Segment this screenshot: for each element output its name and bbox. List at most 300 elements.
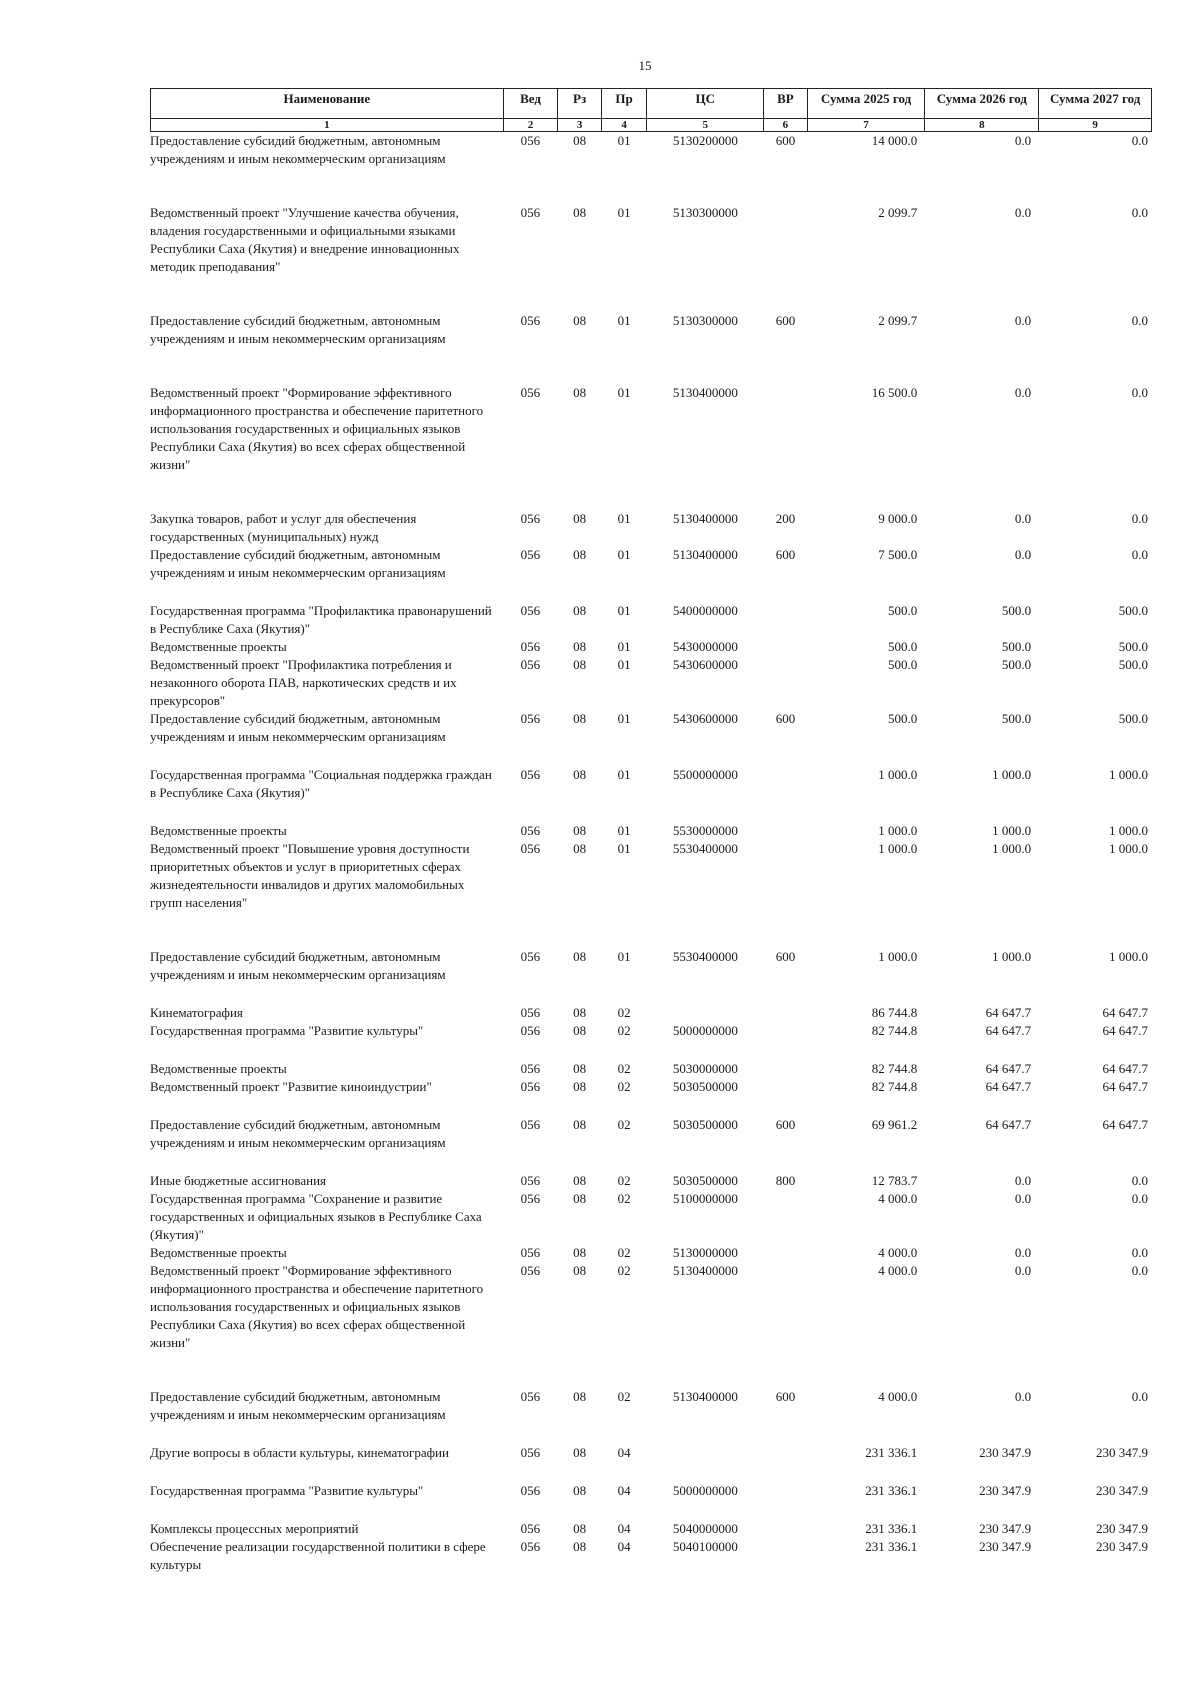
row-sum-2025: 500.0 bbox=[888, 657, 918, 672]
table-header bbox=[150, 88, 1152, 132]
col-number: 6 bbox=[764, 119, 807, 132]
row-vr bbox=[764, 1262, 807, 1388]
row-sum-2026: 0.0 bbox=[1014, 313, 1032, 328]
col-header-ved: Вед bbox=[503, 89, 558, 119]
row-vr bbox=[764, 766, 807, 822]
col-number: 5 bbox=[647, 119, 764, 132]
col-header-vr: ВР bbox=[764, 89, 807, 119]
col-number: 7 bbox=[807, 119, 925, 132]
row-sum-2026: 500.0 bbox=[1001, 657, 1032, 672]
row-rz: 08 bbox=[573, 603, 587, 618]
table-row bbox=[150, 1262, 1152, 1388]
table-row bbox=[150, 546, 1152, 602]
col-number: 8 bbox=[925, 119, 1039, 132]
col-number: 3 bbox=[558, 119, 601, 132]
row-rz: 08 bbox=[573, 1191, 587, 1206]
row-name: Ведомственный проект "Формирование эффективного информационного пространства и обеспечение паритетного использования государственных и официальных языков Республики Саха (Якутия) во всех сферах общественной жизни" bbox=[150, 385, 484, 472]
row-rz: 08 bbox=[573, 1263, 587, 1278]
table-row bbox=[150, 1444, 1152, 1482]
table-row bbox=[150, 1190, 1152, 1244]
row-pr: 02 bbox=[617, 1023, 631, 1038]
row-name: Предоставление субсидий бюджетным, автономным учреждениям и иным некоммерческим организациям bbox=[150, 313, 446, 346]
row-sum-2027: 64 647.7 bbox=[1102, 1117, 1148, 1132]
table-row bbox=[150, 204, 1152, 312]
row-ved: 056 bbox=[520, 1483, 541, 1498]
row-name: Государственная программа "Развитие культуры" bbox=[150, 1483, 424, 1498]
row-rz: 08 bbox=[573, 1389, 587, 1404]
row-cs: 5130000000 bbox=[672, 1245, 738, 1260]
row-ved: 056 bbox=[520, 1245, 541, 1260]
row-sum-2025: 1 000.0 bbox=[878, 949, 918, 964]
row-rz: 08 bbox=[573, 841, 587, 856]
table-row bbox=[150, 1172, 1152, 1190]
row-sum-2027: 230 347.9 bbox=[1096, 1539, 1148, 1554]
row-sum-2027: 1 000.0 bbox=[1109, 767, 1148, 782]
row-pr: 01 bbox=[617, 313, 631, 328]
row-ved: 056 bbox=[520, 511, 541, 526]
row-ved: 056 bbox=[520, 767, 541, 782]
row-pr: 01 bbox=[617, 823, 631, 838]
row-sum-2025: 82 744.8 bbox=[871, 1079, 918, 1094]
row-pr: 01 bbox=[617, 205, 631, 220]
row-sum-2026: 64 647.7 bbox=[985, 1079, 1032, 1094]
row-cs: 5430600000 bbox=[672, 711, 738, 726]
row-vr bbox=[764, 1538, 807, 1574]
row-pr: 01 bbox=[617, 511, 631, 526]
row-ved: 056 bbox=[520, 1263, 541, 1278]
row-cs: 5130400000 bbox=[672, 547, 738, 562]
row-pr: 01 bbox=[617, 949, 631, 964]
row-name: Предоставление субсидий бюджетным, автономным учреждениям и иным некоммерческим организациям bbox=[150, 547, 446, 580]
row-ved: 056 bbox=[520, 313, 541, 328]
row-sum-2026: 64 647.7 bbox=[985, 1005, 1032, 1020]
row-rz: 08 bbox=[573, 767, 587, 782]
row-ved: 056 bbox=[520, 711, 541, 726]
row-vr bbox=[764, 656, 807, 710]
row-ved: 056 bbox=[520, 949, 541, 964]
row-sum-2025: 9 000.0 bbox=[878, 511, 918, 526]
row-cs: 5000000000 bbox=[672, 1483, 738, 1498]
row-ved: 056 bbox=[520, 133, 541, 148]
row-rz: 08 bbox=[573, 1483, 587, 1498]
row-pr: 04 bbox=[617, 1521, 631, 1536]
row-vr: 600 bbox=[775, 711, 796, 726]
col-number: 2 bbox=[503, 119, 558, 132]
row-sum-2025: 2 099.7 bbox=[878, 205, 918, 220]
row-sum-2027: 230 347.9 bbox=[1096, 1445, 1148, 1460]
row-sum-2026: 64 647.7 bbox=[985, 1061, 1032, 1076]
col-number: 4 bbox=[601, 119, 647, 132]
col-header-pr: Пр bbox=[601, 89, 647, 119]
row-cs: 5030500000 bbox=[672, 1173, 738, 1188]
row-sum-2027: 1 000.0 bbox=[1109, 949, 1148, 964]
row-name: Ведомственный проект "Развитие киноиндустрии" bbox=[150, 1079, 432, 1094]
row-cs: 5530400000 bbox=[672, 841, 738, 856]
row-ved: 056 bbox=[520, 1539, 541, 1554]
row-name: Ведомственный проект "Профилактика потребления и незаконного оборота ПАВ, наркотических средств и их прекурсоров" bbox=[150, 657, 457, 708]
row-cs: 5530000000 bbox=[672, 823, 738, 838]
row-sum-2025: 231 336.1 bbox=[865, 1539, 918, 1554]
row-ved: 056 bbox=[520, 1061, 541, 1076]
row-rz: 08 bbox=[573, 1539, 587, 1554]
row-name: Ведомственные проекты bbox=[150, 1245, 287, 1260]
row-rz: 08 bbox=[573, 1117, 587, 1132]
row-sum-2026: 0.0 bbox=[1014, 385, 1032, 400]
row-sum-2025: 1 000.0 bbox=[878, 767, 918, 782]
row-vr bbox=[764, 1244, 807, 1262]
row-pr: 01 bbox=[617, 841, 631, 856]
row-cs: 5430000000 bbox=[672, 639, 738, 654]
row-rz: 08 bbox=[573, 711, 587, 726]
row-sum-2027: 500.0 bbox=[1118, 657, 1148, 672]
row-cs: 5130400000 bbox=[672, 385, 738, 400]
row-rz: 08 bbox=[573, 385, 587, 400]
row-pr: 01 bbox=[617, 385, 631, 400]
row-name: Предоставление субсидий бюджетным, автономным учреждениям и иным некоммерческим организациям bbox=[150, 1389, 446, 1422]
row-sum-2026: 0.0 bbox=[1014, 547, 1032, 562]
row-vr bbox=[764, 1444, 807, 1482]
row-rz: 08 bbox=[573, 1521, 587, 1536]
row-vr: 600 bbox=[775, 1117, 796, 1132]
row-ved: 056 bbox=[520, 205, 541, 220]
row-name: Государственная программа "Сохранение и развитие государственных и официальных языков в Республике Саха (Якутия)" bbox=[150, 1191, 482, 1242]
row-sum-2026: 230 347.9 bbox=[979, 1521, 1032, 1536]
row-sum-2026: 500.0 bbox=[1001, 639, 1032, 654]
row-rz: 08 bbox=[573, 511, 587, 526]
row-cs: 5100000000 bbox=[672, 1191, 738, 1206]
row-pr: 01 bbox=[617, 767, 631, 782]
row-pr: 02 bbox=[617, 1117, 631, 1132]
row-vr bbox=[764, 638, 807, 656]
row-name: Государственная программа "Развитие культуры" bbox=[150, 1023, 424, 1038]
row-rz: 08 bbox=[573, 823, 587, 838]
row-pr: 04 bbox=[617, 1539, 631, 1554]
row-vr: 600 bbox=[775, 313, 796, 328]
row-sum-2025: 16 500.0 bbox=[871, 385, 918, 400]
row-sum-2026: 64 647.7 bbox=[985, 1023, 1032, 1038]
row-name: Ведомственные проекты bbox=[150, 1061, 287, 1076]
table-row bbox=[150, 710, 1152, 766]
table-row bbox=[150, 638, 1152, 656]
table-row bbox=[150, 948, 1152, 1004]
table-row bbox=[150, 132, 1152, 204]
row-name: Ведомственный проект "Улучшение качества обучения, владения государственными и официальными языками Республики Саха (Якутия) и внедрение инновационных методик преподавания" bbox=[150, 205, 460, 274]
table-row bbox=[150, 766, 1152, 822]
col-number: 9 bbox=[1039, 119, 1152, 132]
row-sum-2027: 0.0 bbox=[1131, 1191, 1148, 1206]
table-row bbox=[150, 822, 1152, 840]
row-cs: 5030000000 bbox=[672, 1061, 738, 1076]
row-cs: 5130200000 bbox=[672, 133, 738, 148]
row-pr: 02 bbox=[617, 1245, 631, 1260]
row-sum-2026: 0.0 bbox=[1014, 1191, 1032, 1206]
row-ved: 056 bbox=[520, 1173, 541, 1188]
row-sum-2025: 1 000.0 bbox=[878, 823, 918, 838]
row-vr bbox=[764, 822, 807, 840]
row-cs bbox=[647, 1444, 764, 1482]
row-sum-2025: 231 336.1 bbox=[865, 1521, 918, 1536]
row-sum-2025: 4 000.0 bbox=[878, 1263, 918, 1278]
row-name: Предоставление субсидий бюджетным, автономным учреждениям и иным некоммерческим организациям bbox=[150, 949, 446, 982]
col-header-sum-2026: Сумма 2026 год bbox=[925, 89, 1039, 119]
row-sum-2026: 230 347.9 bbox=[979, 1445, 1032, 1460]
row-ved: 056 bbox=[520, 1445, 541, 1460]
row-sum-2025: 14 000.0 bbox=[871, 133, 918, 148]
table-row bbox=[150, 384, 1152, 510]
row-ved: 056 bbox=[520, 603, 541, 618]
row-pr: 01 bbox=[617, 133, 631, 148]
row-name: Предоставление субсидий бюджетным, автономным учреждениям и иным некоммерческим организациям bbox=[150, 1117, 446, 1150]
row-rz: 08 bbox=[573, 1445, 587, 1460]
row-sum-2027: 0.0 bbox=[1131, 1263, 1148, 1278]
row-name: Кинематография bbox=[150, 1005, 243, 1020]
row-sum-2025: 500.0 bbox=[888, 603, 918, 618]
row-sum-2027: 0.0 bbox=[1131, 1389, 1148, 1404]
row-vr bbox=[764, 1022, 807, 1060]
table-row bbox=[150, 1538, 1152, 1574]
row-ved: 056 bbox=[520, 1005, 541, 1020]
row-vr: 600 bbox=[775, 547, 796, 562]
row-ved: 056 bbox=[520, 1191, 541, 1206]
header-row-titles bbox=[151, 89, 1152, 119]
row-vr bbox=[764, 1078, 807, 1116]
col-number: 1 bbox=[151, 119, 504, 132]
row-rz: 08 bbox=[573, 1173, 587, 1188]
row-vr bbox=[764, 1190, 807, 1244]
row-sum-2026: 0.0 bbox=[1014, 511, 1032, 526]
row-sum-2027: 500.0 bbox=[1118, 639, 1148, 654]
row-name: Обеспечение реализации государственной политики в сфере культуры bbox=[150, 1539, 486, 1572]
row-vr: 200 bbox=[775, 511, 796, 526]
table-row bbox=[150, 1482, 1152, 1520]
row-name: Иные бюджетные ассигнования bbox=[150, 1173, 327, 1188]
row-vr bbox=[764, 204, 807, 312]
row-name: Ведомственный проект "Формирование эффективного информационного пространства и обеспечение паритетного использования государственных и официальных языков Республики Саха (Якутия) во всех сферах общественной жизни" bbox=[150, 1263, 484, 1350]
row-rz: 08 bbox=[573, 1061, 587, 1076]
row-cs: 5040100000 bbox=[672, 1539, 738, 1554]
row-pr: 02 bbox=[617, 1079, 631, 1094]
row-sum-2025: 7 500.0 bbox=[878, 547, 918, 562]
row-rz: 08 bbox=[573, 1023, 587, 1038]
col-header-sum-2027: Сумма 2027 год bbox=[1039, 89, 1152, 119]
row-vr: 600 bbox=[775, 949, 796, 964]
row-sum-2025: 1 000.0 bbox=[878, 841, 918, 856]
row-name: Комплексы процессных мероприятий bbox=[150, 1521, 359, 1536]
row-ved: 056 bbox=[520, 1521, 541, 1536]
row-rz: 08 bbox=[573, 547, 587, 562]
row-sum-2026: 0.0 bbox=[1014, 133, 1032, 148]
row-sum-2025: 82 744.8 bbox=[871, 1061, 918, 1076]
row-sum-2027: 0.0 bbox=[1131, 133, 1148, 148]
row-sum-2027: 0.0 bbox=[1131, 511, 1148, 526]
row-vr bbox=[764, 1004, 807, 1022]
table-row bbox=[150, 1060, 1152, 1078]
row-cs: 5130300000 bbox=[672, 313, 738, 328]
row-sum-2026: 500.0 bbox=[1001, 711, 1032, 726]
row-name: Государственная программа "Социальная поддержка граждан в Республике Саха (Якутия)" bbox=[150, 767, 492, 800]
table-row bbox=[150, 1004, 1152, 1022]
row-sum-2027: 500.0 bbox=[1118, 603, 1148, 618]
row-sum-2025: 12 783.7 bbox=[871, 1173, 918, 1188]
row-vr bbox=[764, 840, 807, 948]
row-pr: 01 bbox=[617, 639, 631, 654]
table-row bbox=[150, 1022, 1152, 1060]
row-sum-2025: 69 961.2 bbox=[871, 1117, 918, 1132]
row-cs: 5130400000 bbox=[672, 1389, 738, 1404]
row-ved: 056 bbox=[520, 823, 541, 838]
row-vr bbox=[764, 384, 807, 510]
row-ved: 056 bbox=[520, 385, 541, 400]
table-row bbox=[150, 312, 1152, 384]
row-sum-2027: 1 000.0 bbox=[1109, 841, 1148, 856]
row-cs: 5030500000 bbox=[672, 1079, 738, 1094]
row-sum-2027: 1 000.0 bbox=[1109, 823, 1148, 838]
row-sum-2027: 0.0 bbox=[1131, 1245, 1148, 1260]
row-rz: 08 bbox=[573, 1005, 587, 1020]
row-ved: 056 bbox=[520, 1079, 541, 1094]
table-row bbox=[150, 656, 1152, 710]
row-rz: 08 bbox=[573, 205, 587, 220]
row-cs: 5130400000 bbox=[672, 511, 738, 526]
row-sum-2027: 64 647.7 bbox=[1102, 1023, 1148, 1038]
row-pr: 02 bbox=[617, 1389, 631, 1404]
row-sum-2025: 2 099.7 bbox=[878, 313, 918, 328]
row-name: Предоставление субсидий бюджетным, автономным учреждениям и иным некоммерческим организациям bbox=[150, 133, 446, 166]
table-row bbox=[150, 1244, 1152, 1262]
row-sum-2025: 500.0 bbox=[888, 711, 918, 726]
row-sum-2027: 230 347.9 bbox=[1096, 1521, 1148, 1536]
row-ved: 056 bbox=[520, 657, 541, 672]
row-rz: 08 bbox=[573, 1245, 587, 1260]
row-vr: 600 bbox=[775, 133, 796, 148]
col-header-cs: ЦС bbox=[647, 89, 764, 119]
row-sum-2027: 64 647.7 bbox=[1102, 1079, 1148, 1094]
row-pr: 04 bbox=[617, 1445, 631, 1460]
budget-table bbox=[150, 88, 1152, 1574]
row-sum-2026: 500.0 bbox=[1001, 603, 1032, 618]
row-cs: 5400000000 bbox=[672, 603, 738, 618]
row-cs: 5130400000 bbox=[672, 1263, 738, 1278]
table-body bbox=[150, 132, 1152, 1574]
col-header-rz: Рз bbox=[558, 89, 601, 119]
row-sum-2026: 1 000.0 bbox=[992, 841, 1032, 856]
row-vr bbox=[764, 1520, 807, 1538]
table-row bbox=[150, 1388, 1152, 1444]
row-vr bbox=[764, 1060, 807, 1078]
row-cs: 5040000000 bbox=[672, 1521, 738, 1536]
row-sum-2027: 0.0 bbox=[1131, 205, 1148, 220]
table-row bbox=[150, 1520, 1152, 1538]
row-name: Государственная программа "Профилактика правонарушений в Республике Саха (Якутия)" bbox=[150, 603, 492, 636]
row-ved: 056 bbox=[520, 1117, 541, 1132]
row-pr: 02 bbox=[617, 1005, 631, 1020]
row-sum-2026: 0.0 bbox=[1014, 1245, 1032, 1260]
row-rz: 08 bbox=[573, 657, 587, 672]
row-sum-2025: 231 336.1 bbox=[865, 1445, 918, 1460]
row-sum-2027: 64 647.7 bbox=[1102, 1005, 1148, 1020]
row-sum-2026: 1 000.0 bbox=[992, 767, 1032, 782]
row-pr: 01 bbox=[617, 547, 631, 562]
row-sum-2026: 1 000.0 bbox=[992, 823, 1032, 838]
row-pr: 01 bbox=[617, 657, 631, 672]
row-sum-2027: 0.0 bbox=[1131, 547, 1148, 562]
row-sum-2027: 500.0 bbox=[1118, 711, 1148, 726]
header-row-numbers bbox=[151, 119, 1152, 132]
row-cs: 5030500000 bbox=[672, 1117, 738, 1132]
row-ved: 056 bbox=[520, 639, 541, 654]
row-ved: 056 bbox=[520, 547, 541, 562]
row-pr: 02 bbox=[617, 1173, 631, 1188]
row-pr: 01 bbox=[617, 603, 631, 618]
row-name: Ведомственный проект "Повышение уровня доступности приоритетных объектов и услуг в приоритетных сферах жизнедеятельности инвалидов и других маломобильных групп населения" bbox=[150, 841, 470, 910]
row-ved: 056 bbox=[520, 1023, 541, 1038]
row-sum-2026: 0.0 bbox=[1014, 1173, 1032, 1188]
row-cs: 5530400000 bbox=[672, 949, 738, 964]
table-row bbox=[150, 840, 1152, 948]
row-sum-2026: 1 000.0 bbox=[992, 949, 1032, 964]
row-pr: 02 bbox=[617, 1061, 631, 1076]
row-sum-2025: 4 000.0 bbox=[878, 1245, 918, 1260]
row-cs: 5130300000 bbox=[672, 205, 738, 220]
row-sum-2025: 4 000.0 bbox=[878, 1191, 918, 1206]
row-name: Закупка товаров, работ и услуг для обеспечения государственных (муниципальных) нужд bbox=[150, 511, 417, 544]
table-row bbox=[150, 1078, 1152, 1116]
row-sum-2025: 231 336.1 bbox=[865, 1483, 918, 1498]
row-cs bbox=[647, 1004, 764, 1022]
col-header-sum-2025: Сумма 2025 год bbox=[807, 89, 925, 119]
table-row bbox=[150, 510, 1152, 546]
row-sum-2026: 230 347.9 bbox=[979, 1483, 1032, 1498]
row-name: Ведомственные проекты bbox=[150, 639, 287, 654]
row-sum-2027: 0.0 bbox=[1131, 1173, 1148, 1188]
row-rz: 08 bbox=[573, 1079, 587, 1094]
row-sum-2026: 0.0 bbox=[1014, 1263, 1032, 1278]
row-sum-2025: 500.0 bbox=[888, 639, 918, 654]
row-sum-2026: 0.0 bbox=[1014, 1389, 1032, 1404]
row-vr bbox=[764, 1482, 807, 1520]
row-rz: 08 bbox=[573, 949, 587, 964]
page-number: 15 bbox=[638, 58, 652, 73]
row-cs: 5430600000 bbox=[672, 657, 738, 672]
row-sum-2025: 82 744.8 bbox=[871, 1023, 918, 1038]
row-vr: 600 bbox=[775, 1389, 796, 1404]
row-ved: 056 bbox=[520, 1389, 541, 1404]
col-header-name: Наименование bbox=[151, 89, 504, 119]
row-sum-2027: 64 647.7 bbox=[1102, 1061, 1148, 1076]
row-pr: 01 bbox=[617, 711, 631, 726]
table-row bbox=[150, 602, 1152, 638]
row-sum-2026: 230 347.9 bbox=[979, 1539, 1032, 1554]
row-rz: 08 bbox=[573, 313, 587, 328]
row-pr: 02 bbox=[617, 1263, 631, 1278]
table-row bbox=[150, 1116, 1152, 1172]
row-name: Ведомственные проекты bbox=[150, 823, 287, 838]
row-sum-2027: 0.0 bbox=[1131, 313, 1148, 328]
row-cs: 5000000000 bbox=[672, 1023, 738, 1038]
row-ved: 056 bbox=[520, 841, 541, 856]
row-name: Другие вопросы в области культуры, кинематографии bbox=[150, 1445, 449, 1460]
row-rz: 08 bbox=[573, 133, 587, 148]
row-sum-2025: 4 000.0 bbox=[878, 1389, 918, 1404]
row-pr: 02 bbox=[617, 1191, 631, 1206]
row-sum-2027: 0.0 bbox=[1131, 385, 1148, 400]
row-pr: 04 bbox=[617, 1483, 631, 1498]
row-sum-2027: 230 347.9 bbox=[1096, 1483, 1148, 1498]
row-rz: 08 bbox=[573, 639, 587, 654]
row-sum-2026: 64 647.7 bbox=[985, 1117, 1032, 1132]
row-vr bbox=[764, 602, 807, 638]
row-sum-2025: 86 744.8 bbox=[871, 1005, 918, 1020]
